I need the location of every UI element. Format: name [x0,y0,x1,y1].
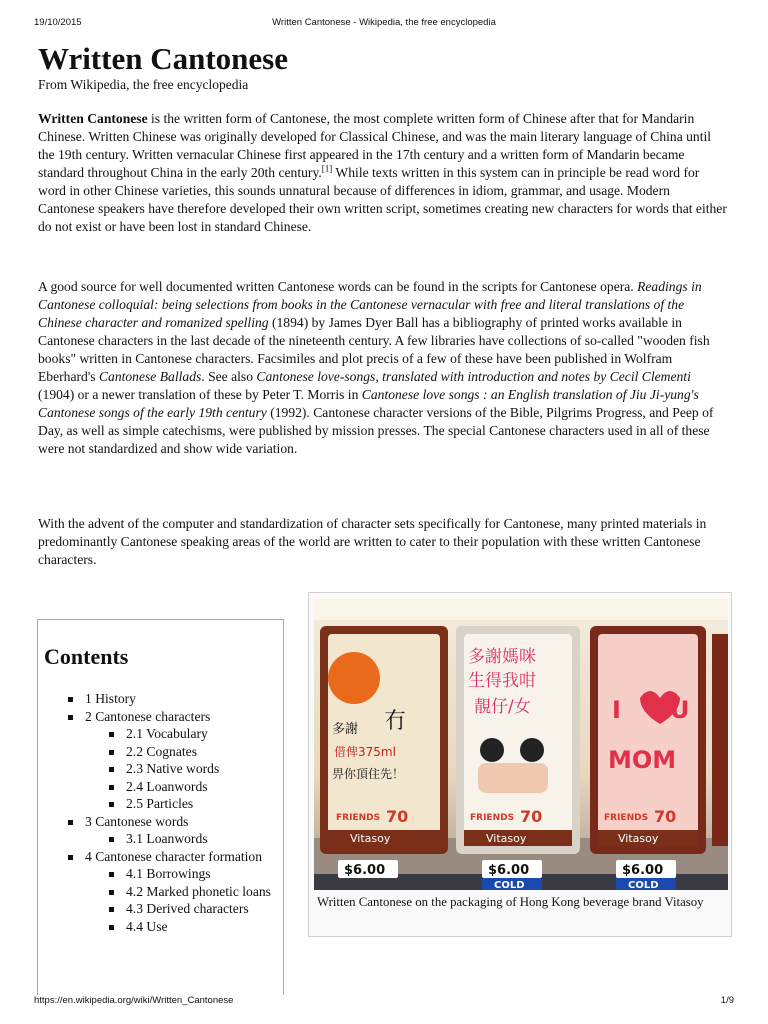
toc-item-label[interactable]: 2.4 Loanwords [126,778,208,794]
toc-item-label[interactable]: 4 Cantonese character formation [85,848,263,864]
pack1-char-4: 畀你頂住先！ [332,767,405,781]
sources-title-readings: Readings in Cantonese colloquial: being selections from books in the Cantonese vernacular with free and literal translations of the Chinese character and romanized spelling [38,279,702,330]
toc-item[interactable] [68,690,283,708]
pack1-char-2: 冇 [384,709,407,734]
pack2-char-1: 多謝媽咪 [468,647,536,667]
sources-text-2: (1894) by James Dyer Ball has a bibliography of printed works available in Cantonese characters in the last decade of the nineteenth century. A few libraries have collections of so-called "wooden fish books" written in Cantonese characters. Facsimiles and plot precis of a few of these have been published in Wolfram Eberhard's [38,315,710,384]
toc-item[interactable] [68,848,283,936]
sources-title-morris: Cantonese love songs : an English translation of Jiu Ji-yung's Cantonese songs of the early 19th century [38,387,699,420]
toc-item[interactable] [68,708,283,813]
print-page-title: Written Cantonese - Wikipedia, the free encyclopedia [272,17,496,28]
toc-item[interactable] [109,725,283,743]
toc-item-label[interactable]: 3.1 Loanwords [126,831,208,846]
vitasoy-photo[interactable] [314,598,728,890]
toc-item[interactable] [109,795,283,813]
toc-item-label[interactable]: 2.2 Cognates [126,743,197,759]
toc-item-label[interactable]: 4.3 Derived characters [126,901,249,916]
toc-item[interactable] [68,813,283,848]
article-subject-bold: Written Cantonese [38,111,148,126]
pack3-brand: FRIENDS [604,813,649,823]
pack3-letter-u: U [670,696,690,724]
computer-paragraph: With the advent of the computer and standardization of character sets specifically for Cantonese, many printed materials in predominantly Cantonese speaking areas of the world are written to cater to their population with these written Cantonese characters. [38,516,707,567]
toc-item-label[interactable]: 1 History [85,691,136,706]
figure-thumbnail [308,592,732,937]
pack1-char-1: 多謝 [332,722,359,737]
pack1-char-3: 借俾375ml [334,745,396,759]
pack2-char-3: 靚仔/女 [474,697,531,717]
pack2-logo: Vitasoy [486,832,527,845]
table-of-contents [37,619,284,995]
toc-item[interactable] [109,760,283,778]
toc-item[interactable] [109,830,283,848]
drink-pack-1 [320,626,448,854]
figure-caption: Written Cantonese on the packaging of Hong Kong beverage brand Vitasoy [317,895,704,909]
toc-item-label[interactable]: 2 Cantonese characters [85,708,211,724]
toc-item-label[interactable]: 2.5 Particles [126,796,194,811]
toc-item[interactable] [109,778,283,796]
intro-text-a: is the written form of Cantonese, the most complete written form of Chinese after that for Mandarin Chinese. Written Chinese was originally developed for Classical Chinese, and was the main literary language of China until the 19th century. Written vernacular Chinese first appeared in the 17th century and a written form of Mandarin became standard throughout China in the early 20th century. [38,111,712,180]
pack1-number: 70 [386,807,409,826]
toc-item[interactable] [109,743,283,761]
cold-tag-3: COLD [628,880,659,890]
print-date: 19/10/2015 [34,17,82,28]
toc-item-label[interactable]: 3 Cantonese words [85,813,189,829]
pack1-logo: Vitasoy [350,832,391,845]
drink-pack-3 [590,626,706,854]
toc-item-label[interactable]: 4.2 Marked phonetic loans [126,883,271,899]
toc-item[interactable] [109,918,283,936]
sources-text-4: (1904) or a newer translation of these by Peter T. Morris in [38,387,362,402]
cold-tag-2: COLD [494,880,525,890]
pack2-number: 70 [520,807,543,826]
toc-item-label[interactable]: 2.3 Native words [126,761,220,776]
pack2-brand: FRIENDS [470,813,515,823]
toc-item[interactable] [109,900,283,918]
toc-list [68,690,283,935]
print-header [34,17,734,31]
toc-heading: Contents [44,644,129,669]
sources-text-1: A good source for well documented written Cantonese words can be found in the scripts for Cantonese opera. [38,279,638,294]
light-glare [314,598,728,620]
price-tag-2 [482,860,542,890]
sources-text-5: (1992). Cantonese character versions of the Bible, Pilgrims Progress, and Peep of Day, as well as simple catechisms, were published by mission presses. The special Cantonese characters used in all of these were not standardized and show wide variation. [38,405,714,456]
sources-title-love-songs: Cantonese love-songs, translated with introduction and notes by Cecil Clementi [256,369,691,384]
sources-text-3: . See also [201,369,257,384]
toc-item-label[interactable]: 2.1 Vocabulary [126,726,208,741]
pack3-number: 70 [654,807,677,826]
toc-item-label[interactable]: 4.1 Borrowings [126,866,211,881]
article-tagline: From Wikipedia, the free encyclopedia [38,77,249,92]
sources-title-ballads: Cantonese Ballads [98,369,202,384]
print-url: https://en.wikipedia.org/wiki/Written_Cantonese [34,995,234,1006]
price-2: $6.00 [488,863,530,878]
citation-link[interactable]: [1] [321,163,333,174]
pack2-char-2: 生得我咁 [468,671,536,691]
toc-item[interactable] [109,883,283,901]
price-3: $6.00 [622,863,664,878]
pack3-letter-i: I [612,696,621,724]
print-page-number: 1/9 [720,995,734,1006]
toc-item-label[interactable]: 4.4 Use [126,918,168,934]
price-1: $6.00 [344,863,386,878]
price-tag-1 [338,860,398,878]
toc-item[interactable] [109,865,283,883]
intro-text-b: While texts written in this system can in principle be read word for word in other Chinese varieties, this sounds unnatural because of differences in idiom, grammar, and usage. Modern Cantonese speakers have therefore developed their own written script, sometimes creating new characters for words that either do not exist or have been lost in standard Chinese. [38,165,727,234]
pack1-brand: FRIENDS [336,813,381,823]
pack-edge [712,634,728,846]
print-footer [34,995,734,1009]
drink-pack-2 [456,626,580,854]
pack3-logo: Vitasoy [618,832,659,845]
intro-paragraph [38,110,728,236]
pack3-word: MOM [608,746,677,774]
article-title: Written Cantonese [38,41,288,76]
sources-paragraph [38,278,728,458]
price-tag-3 [616,860,676,890]
